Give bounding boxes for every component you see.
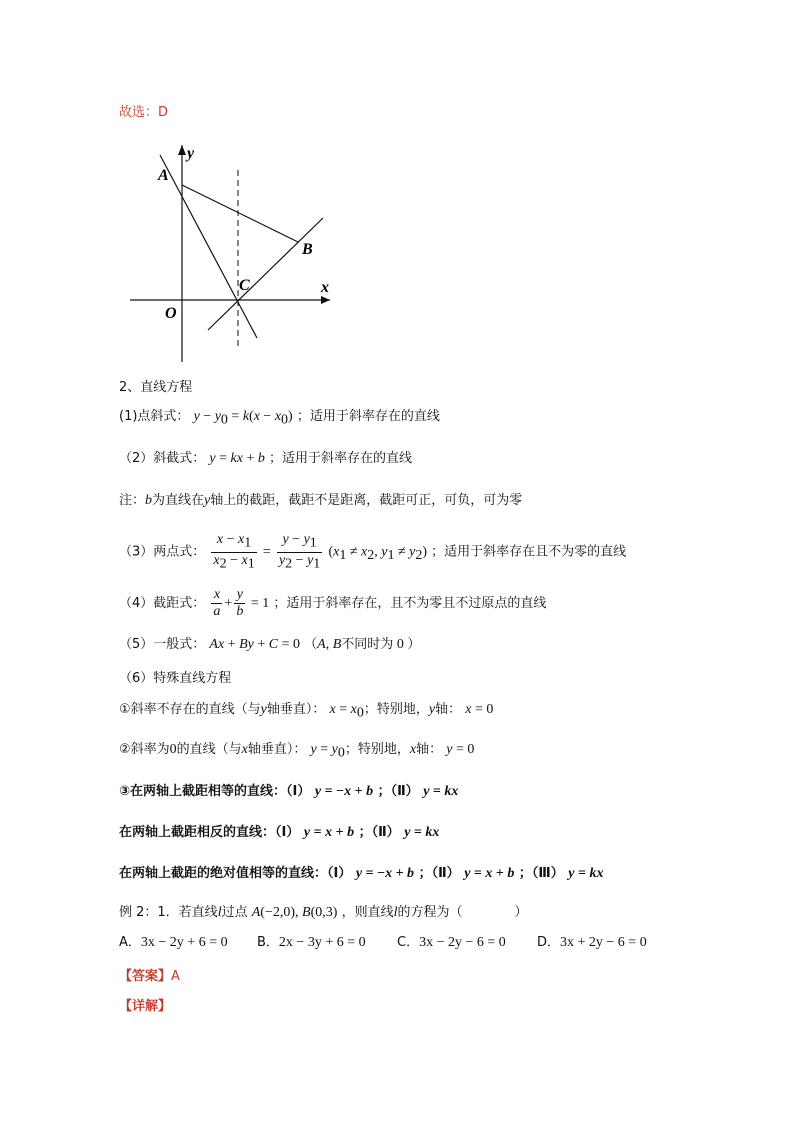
option-A[interactable]: A．3x − 2y + 6 = 0: [119, 935, 228, 950]
point-slope-form: (1)点斜式： $y - y_0 = k(x - x_0)$ ；适用于斜率存在的直线: [119, 409, 440, 428]
two-point-form: （3）两点式： $\frac{x - x_1}{x_2 - x_1}$ = $\frac{y - y_1}{y_2 - y_1}$ ($x_1 \ne x_2$, $y_1 \ne y_2$) ；适用于斜率存在且不为零的直线: [119, 532, 627, 572]
label-y: y: [187, 145, 195, 162]
general-form: （5）一般式： Ax + By + C = 0 （A, B不同时为 0 ）: [119, 637, 421, 652]
option-D[interactable]: D．3x + 2y − 6 = 0: [537, 935, 647, 950]
special-lines-title: （6）特殊直线方程: [119, 671, 232, 686]
intercept-form: （4）截距式： $\frac{x}{a}$ + $\frac{y}{b}$ = 1 ；适用于斜率存在，且不为零且不过原点的直线: [119, 587, 547, 619]
coordinate-figure: [125, 140, 345, 370]
section-title: 2、直线方程: [119, 380, 193, 395]
label-C: C: [239, 277, 250, 294]
special-line-vertical: ①斜率不存在的直线（与y轴垂直）： $x = x_0$；特别地，y轴： x = 0: [119, 702, 494, 721]
label-A: A: [158, 167, 169, 184]
abs-equal-intercepts: 在两轴上截距的绝对值相等的直线：（Ⅰ） y = −x + b ；（Ⅱ） y = x + b ；（Ⅲ） y = kx: [119, 866, 604, 881]
detail-label: 【详解】: [119, 999, 172, 1014]
answer-line: 【答案】A: [119, 969, 180, 984]
label-B: B: [302, 241, 313, 258]
label-O: O: [165, 305, 177, 322]
line-BC: [208, 218, 323, 330]
x-axis-arrow: [321, 296, 330, 304]
line-AB: [182, 185, 298, 242]
slope-intercept-form: （2）斜截式： y = kx + b ；适用于斜率存在的直线: [119, 451, 413, 466]
opposite-intercepts: 在两轴上截距相反的直线：（Ⅰ） y = x + b ；（Ⅱ） y = kx: [119, 825, 440, 840]
example-stem: 例 2：1．若直线l过点 A(−2,0), B(0,3) ，则直线l的方程为（ ）: [119, 905, 528, 920]
intercept-note: 注：b为直线在y轴上的截距，截距不是距离，截距可正，可负，可为零: [119, 493, 523, 508]
equal-intercepts: ③在两轴上截距相等的直线：（Ⅰ） y = −x + b ；（Ⅱ） y = kx: [119, 784, 459, 799]
answer-selection: 故选：D: [119, 105, 169, 120]
label-x: x: [321, 279, 329, 296]
option-C[interactable]: C．3x − 2y − 6 = 0: [397, 935, 506, 950]
y-axis-arrow: [178, 145, 186, 155]
special-line-horizontal: ②斜率为0的直线（与x轴垂直）： $y = y_0$；特别地，x轴： y = 0: [119, 742, 475, 761]
option-B[interactable]: B．2x − 3y + 6 = 0: [257, 935, 366, 950]
